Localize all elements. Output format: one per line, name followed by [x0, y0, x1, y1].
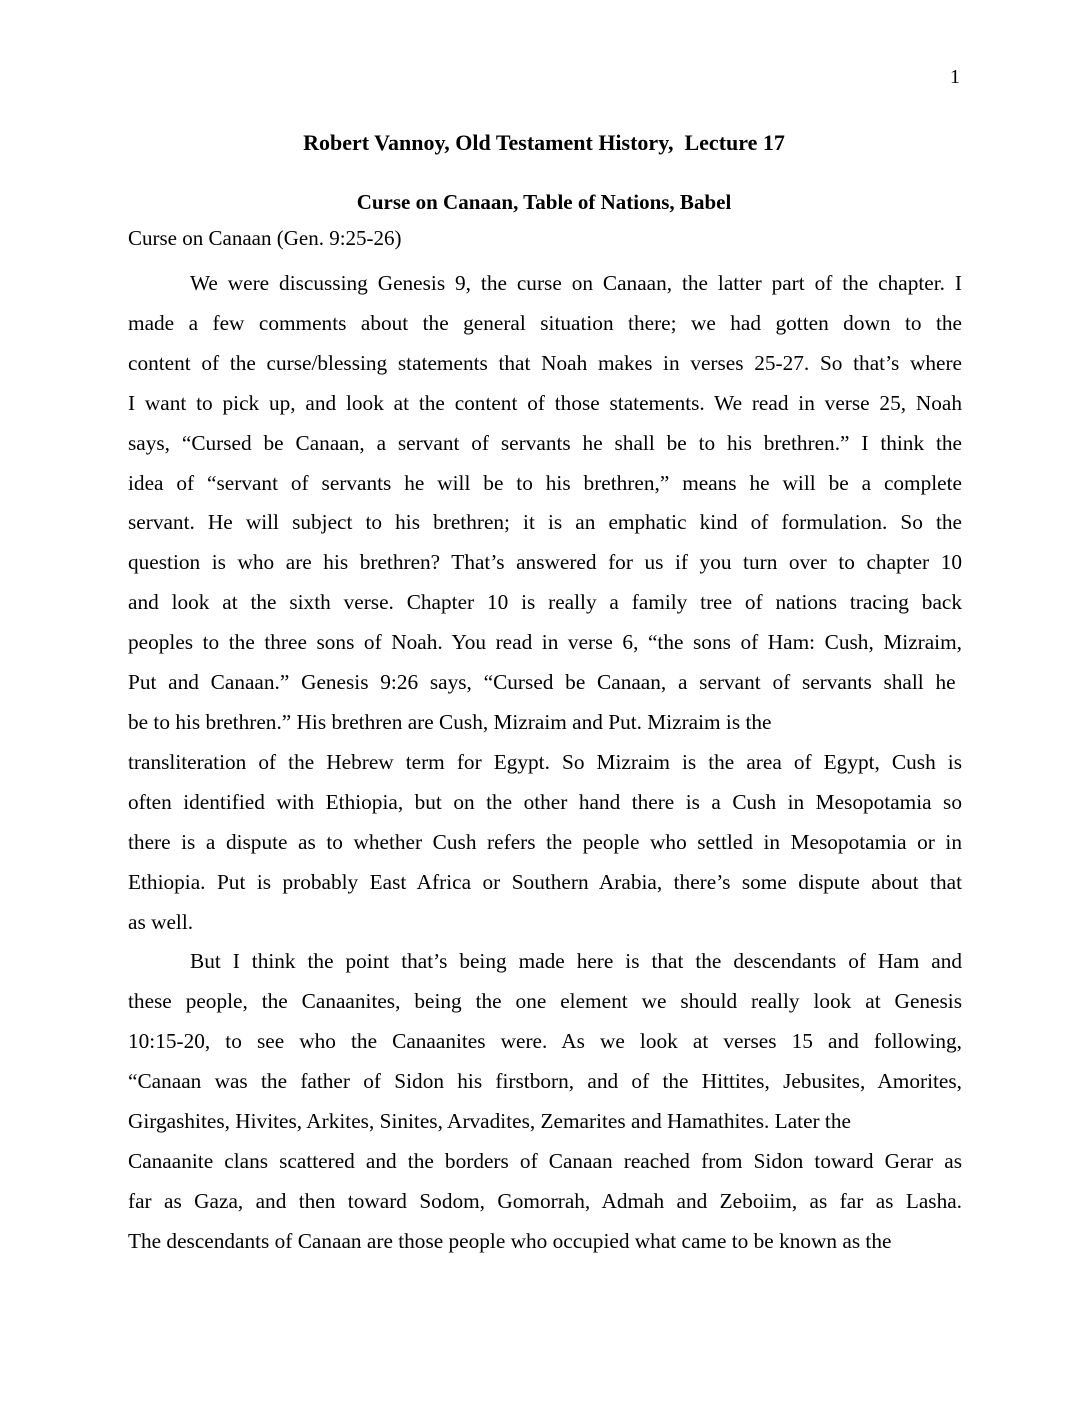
paragraph-line: idea of “servant of servants he will be to his brethren,” means he will be a complete — [128, 470, 962, 495]
page-subtitle: Curse on Canaan, Table of Nations, Babel — [356, 190, 732, 214]
paragraph-line: be to his brethren.” His brethren are Cush, Mizraim and Put. Mizraim is the — [128, 709, 772, 734]
paragraph-line: and look at the sixth verse. Chapter 10 is really a family tree of nations tracing back — [128, 590, 962, 615]
paragraph — [128, 264, 962, 942]
page-number: 1 — [950, 66, 960, 88]
paragraph — [128, 942, 962, 1261]
paragraph-line: says, “Cursed be Canaan, a servant of servants he shall be to his brethren.” I think the — [128, 430, 962, 455]
paragraph-line: I want to pick up, and look at the content of those statements. We read in verse 25, Noah — [128, 390, 962, 415]
paragraph-line: But I think the point that’s being made here is that the descendants of Ham and — [190, 949, 962, 974]
paragraph-line: question is who are his brethren? That’s answered for us if you turn over to chapter 10 — [128, 550, 962, 575]
paragraph-line: peoples to the three sons of Noah. You read in verse 6, “the sons of Ham: Cush, Mizraim, — [128, 630, 962, 655]
body-text — [128, 264, 962, 1262]
paragraph-line: We were discussing Genesis 9, the curse on Canaan, the latter part of the chapter. I — [190, 271, 962, 295]
paragraph-line: 10:15-20, to see who the Canaanites were. As we look at verses 15 and following, — [128, 1029, 962, 1054]
paragraph-line: The descendants of Canaan are those people who occupied what came to be known as the — [128, 1228, 892, 1253]
paragraph-line: servant. He will subject to his brethren; it is an emphatic kind of formulation. So the — [128, 510, 962, 535]
paragraph-line: Girgashites, Hivites, Arkites, Sinites, Arvadites, Zemarites and Hamathites. Later the — [128, 1109, 851, 1134]
paragraph-line: made a few comments about the general situation there; we had gotten down to the — [128, 310, 962, 335]
paragraph-line: content of the curse/blessing statements that Noah makes in verses 25-27. So that’s where — [128, 350, 962, 375]
paragraph-line: there is a dispute as to whether Cush refers the people who settled in Mesopotamia or in — [128, 829, 962, 854]
paragraph-line: often identified with Ethiopia, but on the other hand there is a Cush in Mesopotamia so — [128, 789, 962, 814]
paragraph-line: as well. — [128, 909, 194, 934]
paragraph-line: Canaanite clans scattered and the borders of Canaan reached from Sidon toward Gerar as — [128, 1148, 962, 1173]
paragraph-line: “Canaan was the father of Sidon his firstborn, and of the Hittites, Jebusites, Amorites, — [128, 1069, 962, 1094]
paragraph-line: Ethiopia. Put is probably East Africa or Southern Arabia, there’s some dispute about that — [128, 869, 962, 894]
page-title: Robert Vannoy, Old Testament History, Lecture 17 — [303, 130, 785, 155]
section-heading: Curse on Canaan (Gen. 9:25-26) — [128, 226, 402, 250]
paragraph-line: far as Gaza, and then toward Sodom, Gomorrah, Admah and Zeboiim, as far as Lasha. — [128, 1188, 962, 1213]
paragraph-line: transliteration of the Hebrew term for Egypt. So Mizraim is the area of Egypt, Cush is — [128, 749, 962, 774]
paragraph-line: these people, the Canaanites, being the one element we should really look at Genesis — [128, 989, 962, 1014]
paragraph-line: Put and Canaan.” Genesis 9:26 says, “Cursed be Canaan, a servant of servants shall he — [128, 670, 956, 695]
